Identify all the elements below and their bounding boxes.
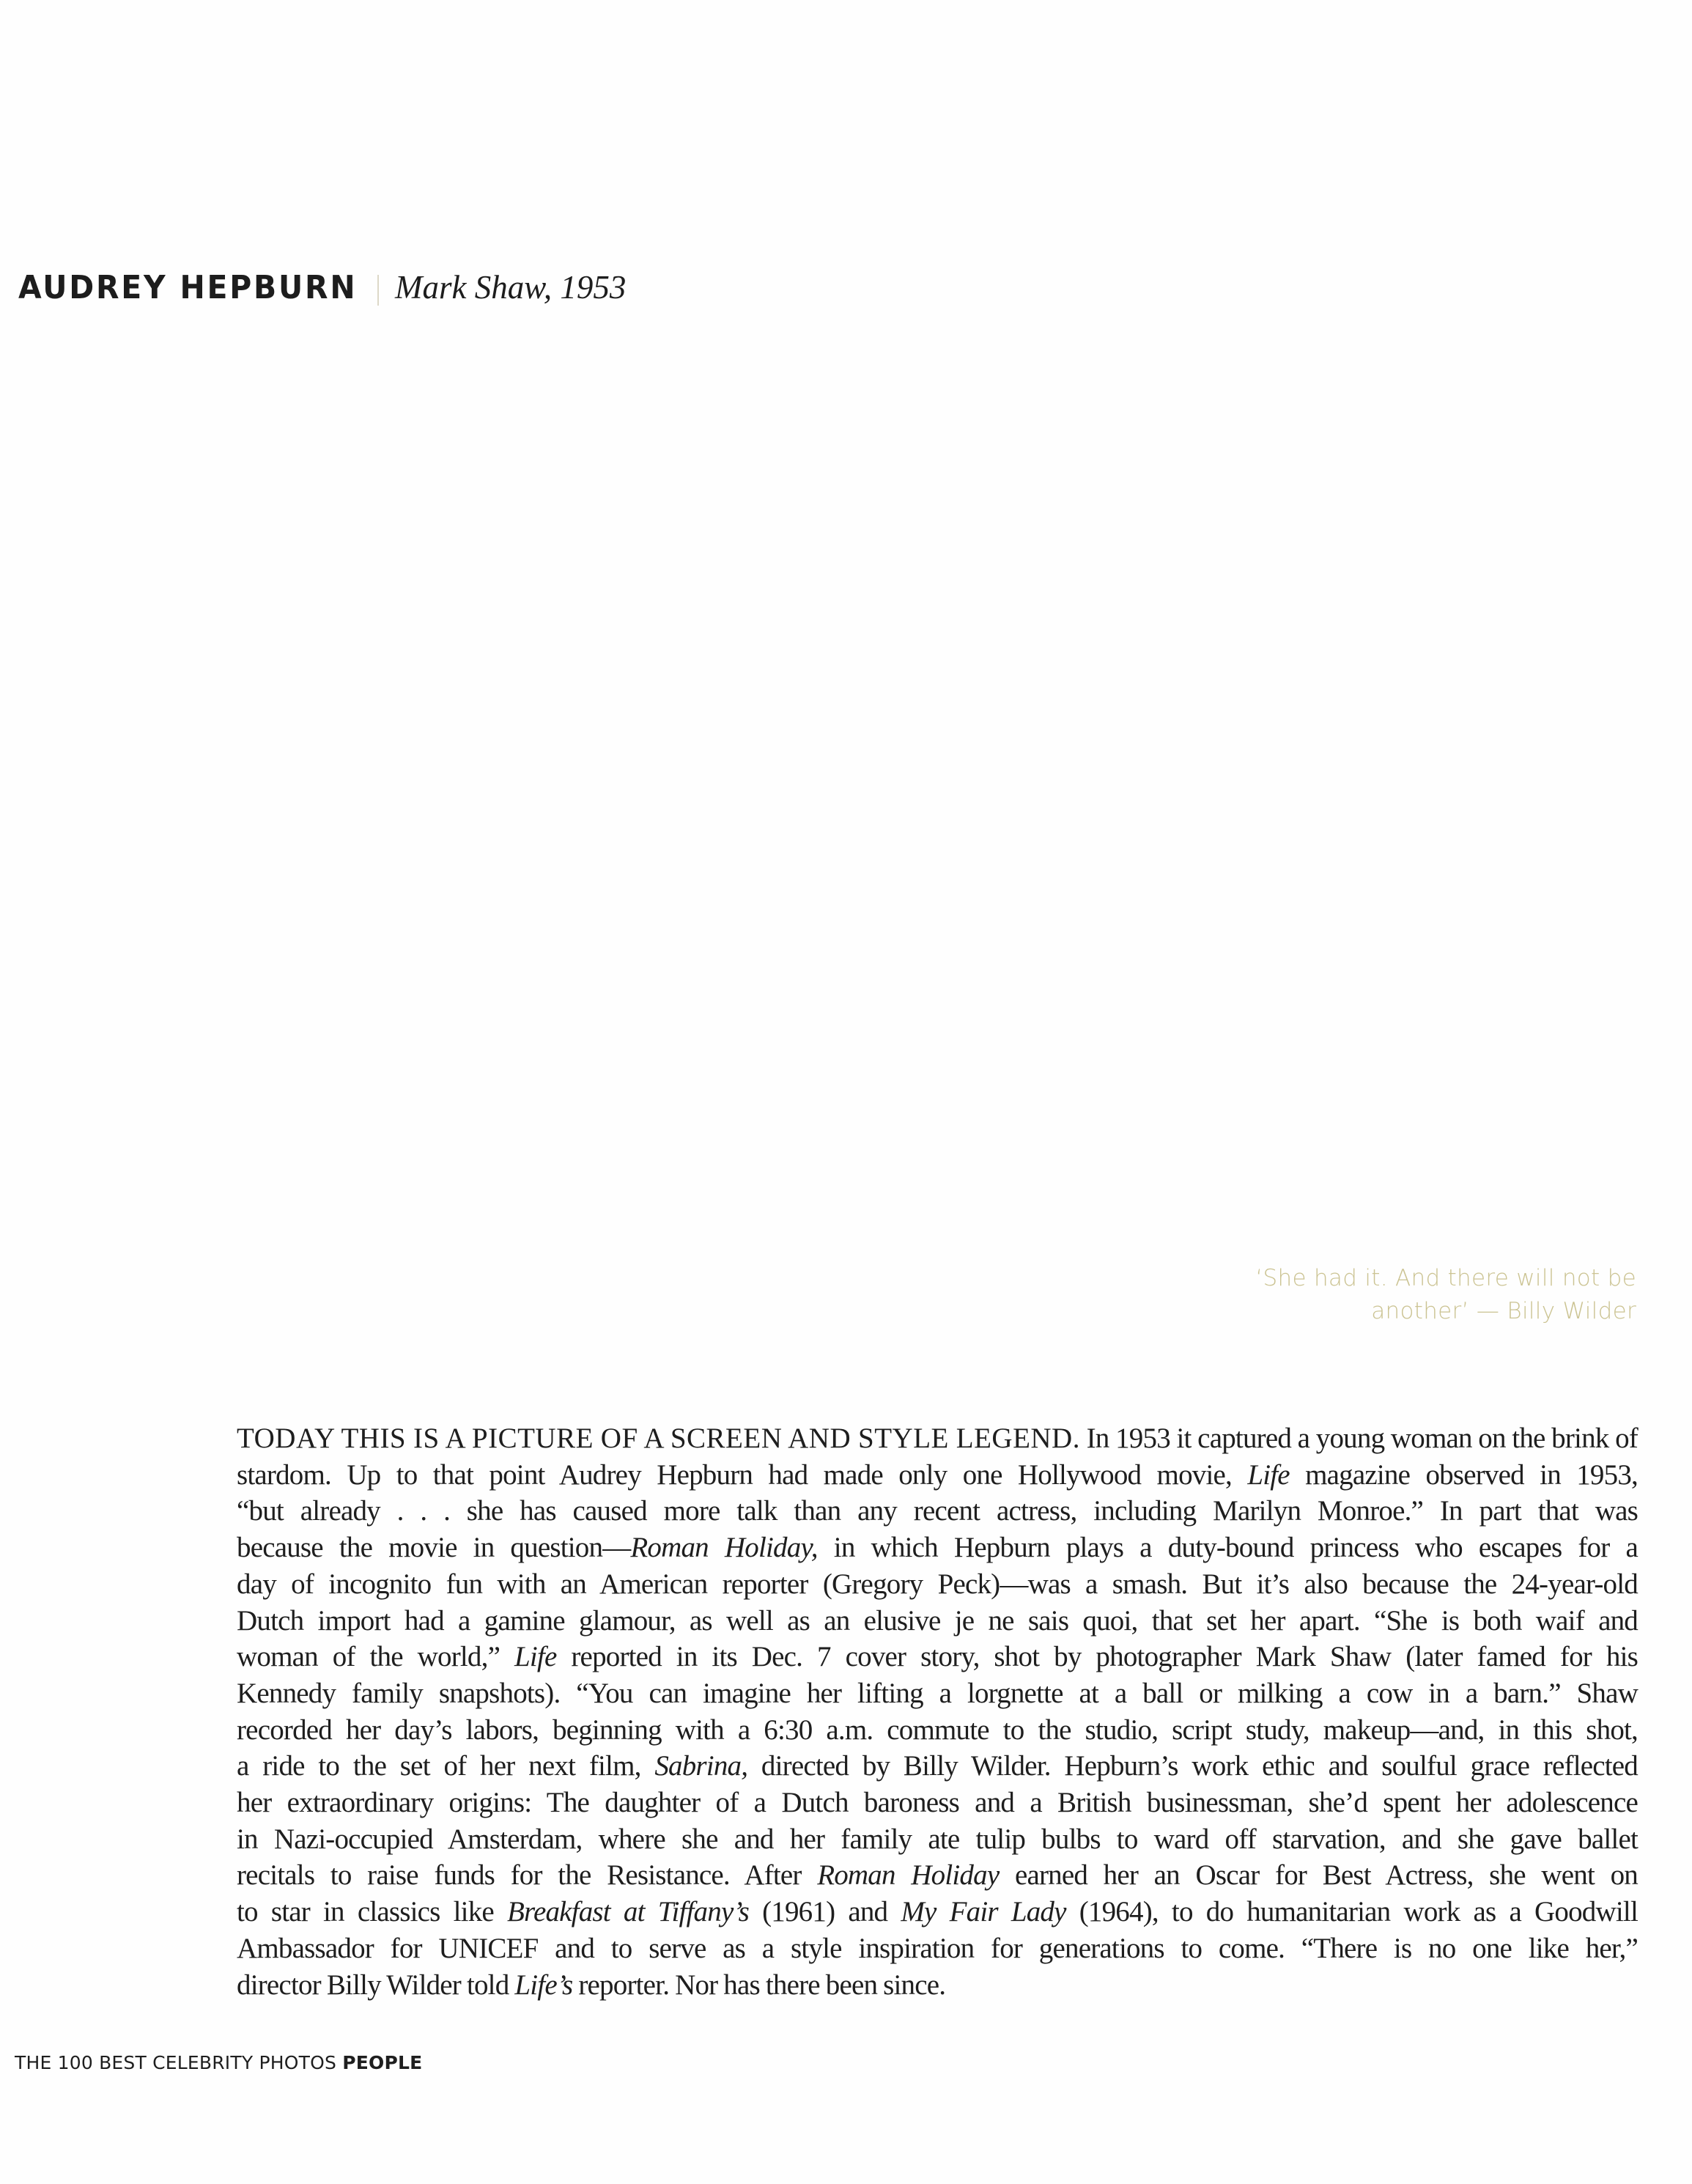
article-text: Kennedy family snapshots). “You can imagine her lifting a lorgnette at a ball or milking a cow in a barn.” Shaw (237, 1677, 1638, 1709)
article-line (237, 1639, 1638, 1675)
article-text: to star in classics like (237, 1896, 507, 1928)
article-text: day of incognito fun with an American reporter (Gregory Peck)—was a smash. But it’s also because the 24-year-old (237, 1568, 1638, 1600)
article-line (237, 1493, 1638, 1530)
article-text: reported in its Dec. 7 cover story, shot by photographer Mark Shaw (later famed for his (556, 1641, 1638, 1673)
article-line (237, 1420, 1638, 1457)
article-line (237, 1821, 1638, 1858)
article-text: director Billy Wilder told (237, 1969, 515, 2001)
article-text: (1961) and (749, 1896, 901, 1928)
article-text: Dutch import had a gamine glamour, as well as an elusive je ne sais quoi, that set her apart. “She is both waif and (237, 1604, 1638, 1637)
article-text: earned her an Oscar for Best Actress, she went on (999, 1859, 1638, 1892)
article-line (237, 1530, 1638, 1566)
italic-title: My Fair Lady (901, 1896, 1066, 1928)
article-line (237, 1930, 1638, 1967)
article-text: reporter. Nor has there been since. (572, 1969, 946, 2001)
article-text: woman of the world,” (237, 1641, 514, 1673)
article-text: (1964), to do humanitarian work as a Goodwill (1065, 1896, 1638, 1928)
italic-title: Life’s (514, 1969, 573, 2001)
italic-title: Sabrina, (654, 1750, 748, 1782)
article-text: her extraordinary origins: The daughter of a Dutch baroness and a British businessman, she’d spent her adolescence (237, 1787, 1638, 1819)
article-line (237, 1894, 1638, 1930)
article-line (237, 1675, 1638, 1712)
article-text: recorded her day’s labors, beginning with a 6:30 a.m. commute to the studio, script study, makeup—and, in this shot, (237, 1713, 1638, 1746)
article-text: recitals to raise funds for the Resistance. After (237, 1859, 818, 1892)
article-text: Ambassador for UNICEF and to serve as a style inspiration for generations to come. “There is no one like her,” (237, 1932, 1638, 1964)
pull-quote (1255, 1262, 1636, 1328)
pull-quote-line-2: another’ — Billy Wilder (1371, 1298, 1636, 1324)
photo-credit: Mark Shaw, 1953 (395, 269, 627, 306)
subject-name: AUDREY HEPBURN (18, 269, 358, 306)
article-text: in Nazi-occupied Amsterdam, where she and her family ate tulip bulbs to ward off starvation, and she gave ballet (237, 1823, 1638, 1855)
article-lead-in: TODAY THIS IS A PICTURE OF A SCREEN AND STYLE LEGEND. (237, 1423, 1080, 1454)
article-line (237, 1967, 1638, 2004)
pull-quote-line-1: ‘She had it. And there will not be (1255, 1265, 1636, 1291)
article-text: a ride to the set of her next film, (237, 1750, 655, 1782)
heading-separator (377, 275, 379, 306)
article-line (237, 1566, 1638, 1603)
article-text: in which Hepburn plays a duty-bound princess who escapes for a (817, 1532, 1638, 1564)
article-text: In 1953 it captured a young woman on the brink of (1079, 1423, 1638, 1454)
article-text: “but already . . . she has caused more talk than any recent actress, including Marilyn Monroe.” In part that was (237, 1495, 1638, 1527)
article-text: magazine observed in 1953, (1289, 1458, 1638, 1491)
italic-title: Roman Holiday, (630, 1532, 818, 1564)
article-text: stardom. Up to that point Audrey Hepburn had made only one Hollywood movie, (237, 1458, 1248, 1491)
article-line (237, 1748, 1638, 1785)
article-text: directed by Billy Wilder. Hepburn’s work ethic and soulful grace reflected (747, 1750, 1638, 1782)
italic-title: Life (514, 1641, 557, 1673)
footer-brand: PEOPLE (342, 2052, 423, 2073)
article-line (237, 1857, 1638, 1894)
page-footer (15, 2052, 422, 2073)
footer-series-title: THE 100 BEST CELEBRITY PHOTOS (15, 2052, 337, 2073)
italic-title: Breakfast at Tiffany’s (507, 1896, 750, 1928)
italic-title: Life (1247, 1458, 1290, 1491)
article-line (237, 1457, 1638, 1494)
article-line (237, 1603, 1638, 1639)
italic-title: Roman Holiday (817, 1859, 1000, 1892)
article-body (237, 1420, 1638, 2003)
article-text: because the movie in question— (237, 1532, 631, 1564)
article-line (237, 1712, 1638, 1749)
article-line (237, 1785, 1638, 1821)
photo-heading (18, 268, 626, 312)
